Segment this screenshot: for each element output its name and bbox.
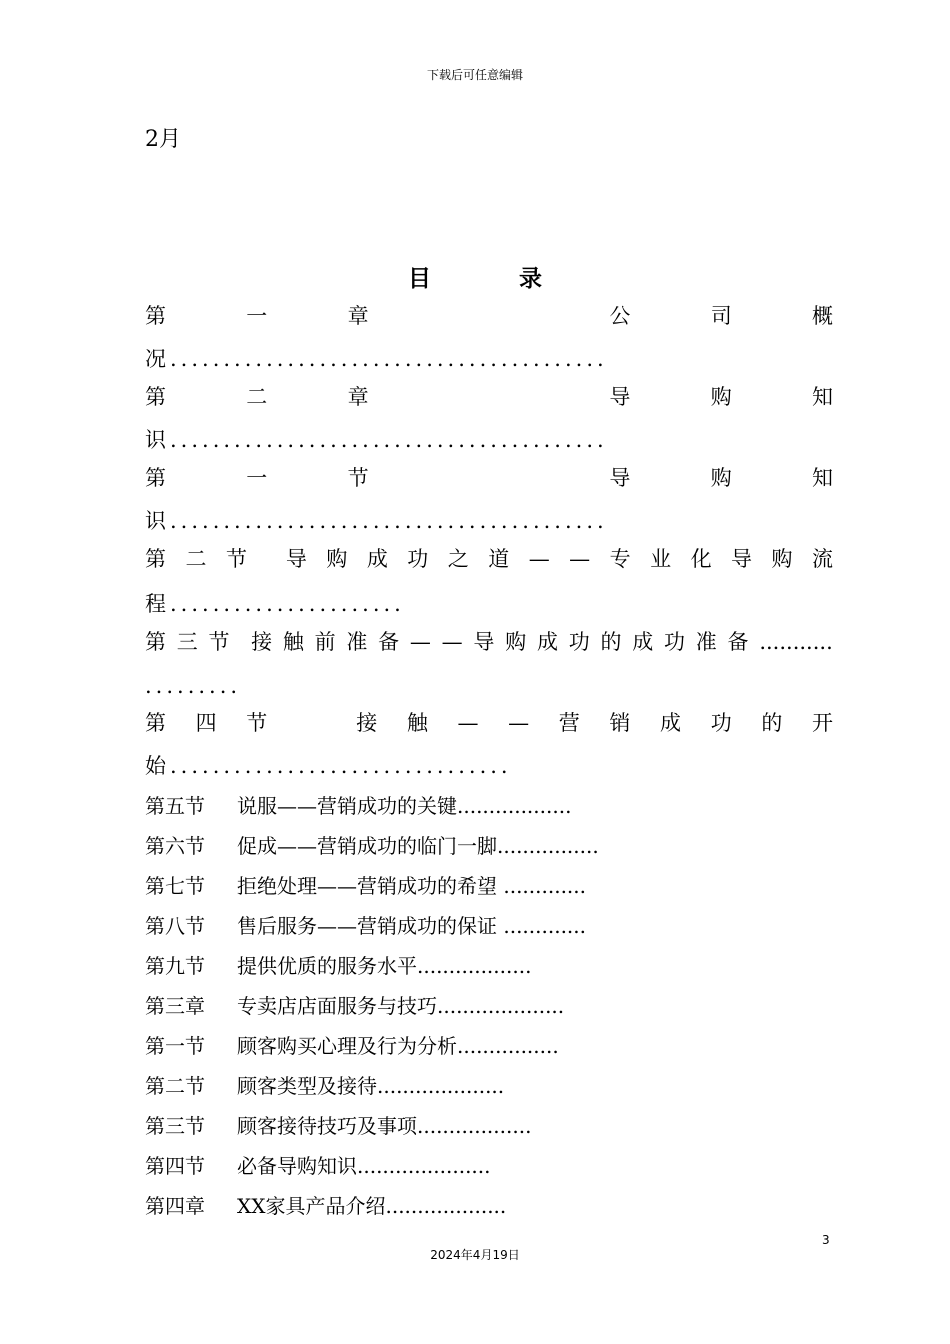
toc-entry	[145, 952, 833, 980]
toc-entry-char: 节	[225, 547, 247, 571]
toc-entry	[145, 912, 833, 940]
toc-entry-char: 备	[378, 630, 400, 654]
toc-entry-char: —	[457, 711, 479, 735]
toc-entry-line	[145, 709, 833, 737]
toc-entry-char: 章	[347, 304, 369, 328]
toc-entry-text: 专卖店店面服务与技巧....................	[237, 994, 565, 1018]
toc-entry-char: 知	[811, 385, 833, 409]
toc-entry-continuation: .........	[145, 674, 242, 698]
toc-entry-label: 第三节	[145, 1114, 205, 1138]
toc-entry-char: 准	[346, 630, 368, 654]
toc-entry-label: 第一节	[145, 1034, 205, 1058]
toc-entry-char: 节	[208, 630, 230, 654]
toc-entry-char: 接	[356, 711, 378, 735]
toc-entry-char: 知	[811, 466, 833, 490]
toc-entry-char: 第	[145, 547, 166, 571]
toc-entry-char: 节	[347, 466, 369, 490]
toc-entry-continuation: 况.........................................	[145, 347, 608, 371]
toc-entry-char: 成	[536, 630, 558, 654]
toc-entry	[145, 1032, 833, 1060]
toc-entry-char: 触	[282, 630, 304, 654]
toc-entry-char: 节	[246, 711, 268, 735]
toc-entry-char: 概	[811, 304, 833, 328]
toc-entry-char: 开	[811, 711, 833, 735]
toc-entry-char: 触	[406, 711, 428, 735]
toc-entry	[145, 1152, 833, 1180]
toc-entry-char: 一	[246, 304, 268, 328]
toc-entry-char: 备	[727, 630, 749, 654]
toc-entry-char: 前	[314, 630, 336, 654]
toc-entry-text: 说服——营销成功的关键..................	[237, 794, 572, 818]
toc-entry-char: 成	[660, 711, 682, 735]
toc-entry-char: 功	[407, 547, 429, 571]
toc-entry-char: 化	[690, 547, 712, 571]
toc-entry-text: 顾客购买心理及行为分析................	[237, 1034, 559, 1058]
toc-entry-label: 第三章	[145, 994, 205, 1018]
toc-entry-char: 接	[251, 630, 273, 654]
page-number: 3	[822, 1233, 830, 1247]
toc-entry-char: 业	[650, 547, 672, 571]
toc-entry-line	[145, 383, 833, 411]
toc-entry-char: 成	[366, 547, 388, 571]
toc-entry-char: —	[508, 711, 530, 735]
toc-entry-char: 之	[447, 547, 469, 571]
toc-entry-char: 二	[185, 547, 207, 571]
toc-entry-char: 四	[195, 711, 217, 735]
toc-entry-char: 第	[145, 711, 166, 735]
toc-entry-char: 司	[710, 304, 732, 328]
toc-entry-text: 售后服务——营销成功的保证 .............	[237, 914, 587, 938]
toc-entry-char: 成	[632, 630, 654, 654]
toc-entry	[145, 872, 833, 900]
toc-entry-char: 导	[731, 547, 753, 571]
toc-entry-char: 的	[761, 711, 783, 735]
toc-entry	[145, 1112, 833, 1140]
toc-entry	[145, 792, 833, 820]
toc-entry-char: ...........	[759, 630, 833, 654]
toc-entry-continuation: 识.........................................	[145, 509, 608, 533]
toc-entry-char: 营	[558, 711, 580, 735]
toc-entry-line	[145, 628, 833, 656]
toc-entry-char: 功	[568, 630, 590, 654]
toc-entry-char: 功	[664, 630, 686, 654]
toc-entry-label: 第七节	[145, 874, 205, 898]
toc-entry-label: 第四章	[145, 1194, 205, 1218]
toc-entry-label: 第五节	[145, 794, 205, 818]
toc-entry-text: XX家具产品介绍...................	[237, 1194, 507, 1218]
toc-entry-label: 第九节	[145, 954, 205, 978]
toc-entry-char: 第	[145, 385, 166, 409]
toc-entry	[145, 1192, 833, 1220]
toc-entry-line	[145, 302, 833, 330]
toc-entry-char: 购	[771, 547, 793, 571]
toc-entry-char: 购	[710, 466, 732, 490]
page-header: 下载后可任意编辑	[426, 68, 523, 82]
toc-entry-char: 导	[473, 630, 495, 654]
toc-entry-char: 的	[600, 630, 622, 654]
toc-entry-continuation: 识.........................................	[145, 428, 608, 452]
toc-entry-text: 拒绝处理——营销成功的希望 .............	[237, 874, 587, 898]
toc-entry-char: —	[569, 547, 591, 571]
toc-entry-char: —	[441, 630, 463, 654]
toc-entry-char: 准	[695, 630, 717, 654]
toc-entry-char: 第	[145, 304, 166, 328]
toc-title: 目 录	[407, 265, 582, 292]
toc-entry-continuation: 始................................	[145, 754, 512, 778]
month-label: 2月	[145, 127, 181, 152]
toc-entry-char: 第	[145, 630, 166, 654]
toc-entry-text: 必备导购知识.....................	[237, 1154, 491, 1178]
toc-entry-char: 道	[488, 547, 510, 571]
toc-entry-char: 二	[246, 385, 268, 409]
toc-entry	[145, 1072, 833, 1100]
toc-entry-text: 顾客接待技巧及事项..................	[237, 1114, 532, 1138]
toc-entry-char: 公	[609, 304, 631, 328]
toc-entry-char: 一	[246, 466, 268, 490]
toc-entry-char: 功	[710, 711, 732, 735]
toc-entry-char: 购	[710, 385, 732, 409]
toc-entry-label: 第二节	[145, 1074, 205, 1098]
toc-entry-label: 第六节	[145, 834, 205, 858]
toc-entry-line	[145, 464, 833, 492]
toc-entry-char: —	[528, 547, 550, 571]
toc-entry-char: 章	[347, 385, 369, 409]
toc-entry-text: 顾客类型及接待....................	[237, 1074, 505, 1098]
toc-entry-char: —	[409, 630, 431, 654]
toc-entry-char: 导	[609, 466, 631, 490]
toc-entry-char: 购	[326, 547, 348, 571]
toc-entry-char: 导	[609, 385, 631, 409]
toc-entry-text: 提供优质的服务水平..................	[237, 954, 532, 978]
toc-entry-continuation: 程......................	[145, 592, 405, 616]
toc-entry-line	[145, 545, 833, 573]
toc-entry-char: 第	[145, 466, 166, 490]
toc-entry	[145, 832, 833, 860]
toc-entry-label: 第四节	[145, 1154, 205, 1178]
toc-entry-char: 专	[609, 547, 631, 571]
toc-entry	[145, 992, 833, 1020]
toc-entry-char: 流	[811, 547, 833, 571]
toc-entry-char: 销	[609, 711, 631, 735]
toc-entry-char: 三	[176, 630, 198, 654]
toc-entry-text: 促成——营销成功的临门一脚................	[237, 834, 599, 858]
toc-entry-char: 购	[505, 630, 527, 654]
page-footer-date: 2024年4月19日	[430, 1248, 520, 1262]
toc-entry-label: 第八节	[145, 914, 205, 938]
toc-entry-char: 导	[285, 547, 307, 571]
